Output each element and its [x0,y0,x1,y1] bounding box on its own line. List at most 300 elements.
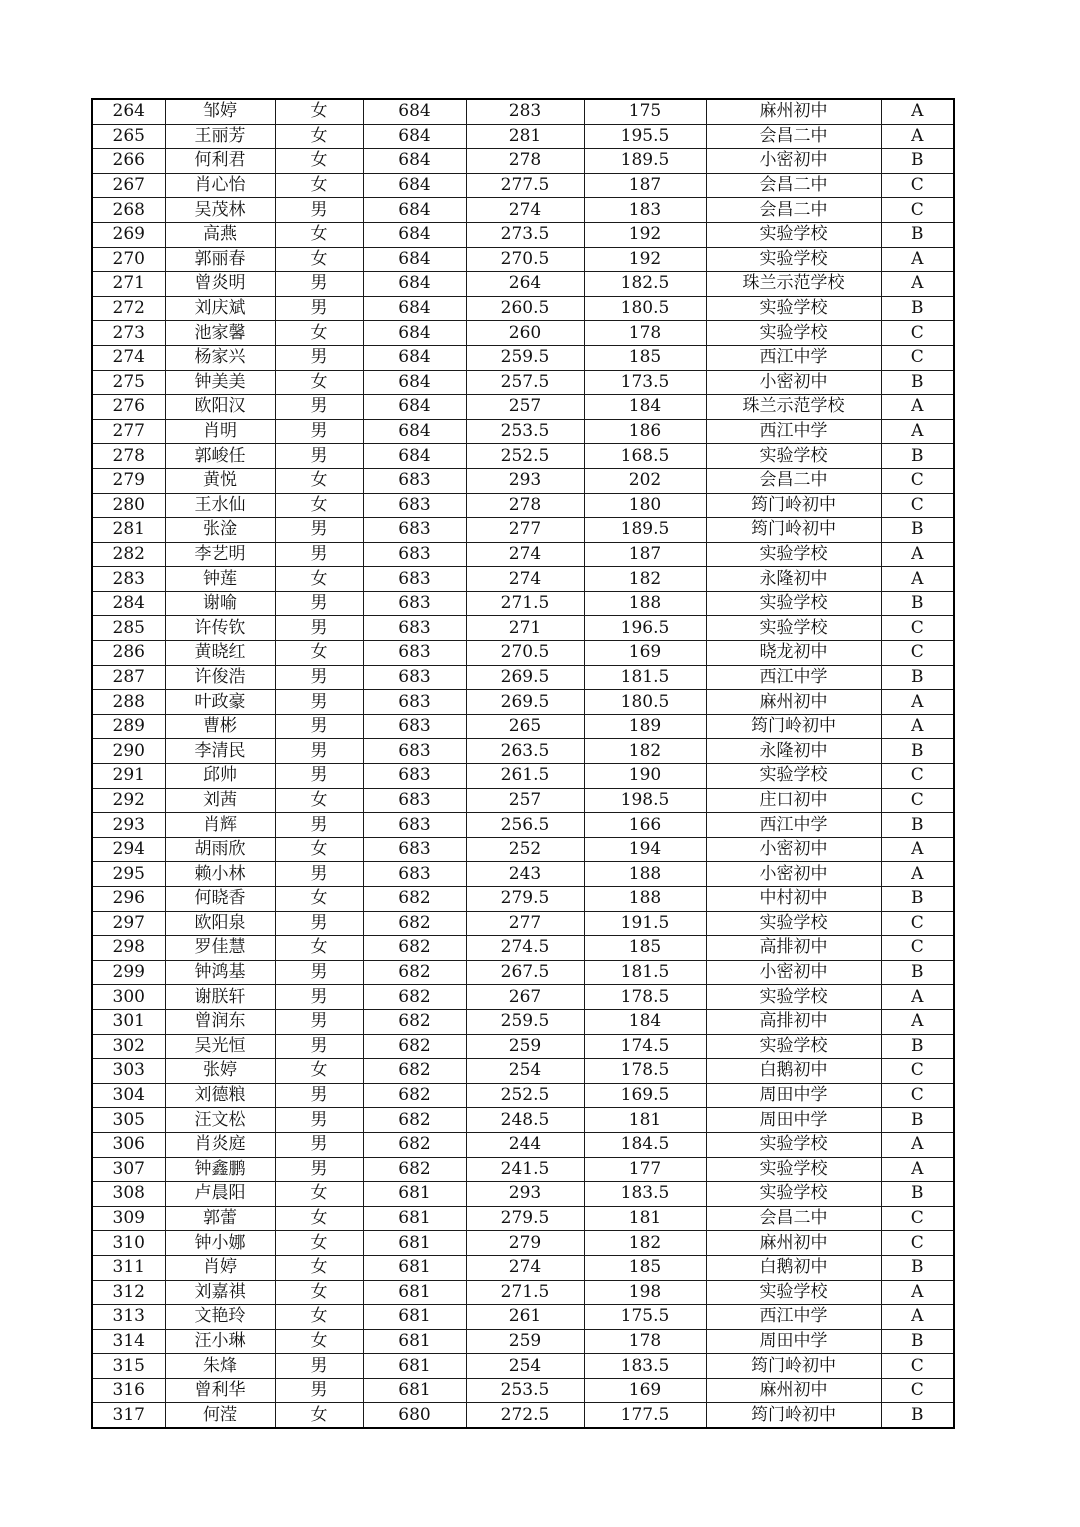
grade-cell: C [881,1231,954,1256]
gender-cell: 女 [275,567,363,592]
row-number-cell: 291 [92,764,165,789]
gender-cell: 男 [275,419,363,444]
gender-cell: 男 [275,862,363,887]
second-score-cell: 174.5 [584,1034,706,1059]
subject-score-cell: 293 [466,1182,584,1207]
gender-cell: 男 [275,616,363,641]
student-score-table [91,98,955,1429]
student-name-cell: 欧阳汉 [165,395,275,420]
gender-cell: 男 [275,198,363,223]
table-row [92,222,954,247]
second-score-cell: 202 [584,468,706,493]
school-cell: 珠兰示范学校 [706,395,881,420]
grade-cell: A [881,272,954,297]
table-row [92,395,954,420]
second-score-cell: 182 [584,567,706,592]
gender-cell: 女 [275,149,363,174]
student-name-cell: 文艳玲 [165,1305,275,1330]
row-number-cell: 278 [92,444,165,469]
table-row [92,247,954,272]
school-cell: 小密初中 [706,149,881,174]
second-score-cell: 182 [584,739,706,764]
student-name-cell: 许传钦 [165,616,275,641]
subject-score-cell: 256.5 [466,813,584,838]
row-number-cell: 296 [92,887,165,912]
grade-cell: B [881,591,954,616]
school-cell: 会昌二中 [706,173,881,198]
table-row [92,887,954,912]
grade-cell: C [881,321,954,346]
grade-cell: C [881,911,954,936]
table-row [92,1280,954,1305]
row-number-cell: 279 [92,468,165,493]
subject-score-cell: 271 [466,616,584,641]
gender-cell: 男 [275,1009,363,1034]
total-score-cell: 683 [363,714,466,739]
grade-cell: B [881,444,954,469]
row-number-cell: 285 [92,616,165,641]
row-number-cell: 312 [92,1280,165,1305]
grade-cell: B [881,1108,954,1133]
total-score-cell: 681 [363,1182,466,1207]
row-number-cell: 289 [92,714,165,739]
school-cell: 麻州初中 [706,1231,881,1256]
total-score-cell: 684 [363,99,466,124]
grade-cell: B [881,370,954,395]
school-cell: 西江中学 [706,345,881,370]
total-score-cell: 684 [363,395,466,420]
second-score-cell: 180.5 [584,296,706,321]
second-score-cell: 178.5 [584,985,706,1010]
total-score-cell: 682 [363,1108,466,1133]
total-score-cell: 682 [363,887,466,912]
school-cell: 晓龙初中 [706,641,881,666]
second-score-cell: 181 [584,1206,706,1231]
second-score-cell: 178 [584,1329,706,1354]
gender-cell: 男 [275,518,363,543]
table-row [92,272,954,297]
subject-score-cell: 265 [466,714,584,739]
school-cell: 麻州初中 [706,99,881,124]
grade-cell: B [881,739,954,764]
student-name-cell: 钟美美 [165,370,275,395]
total-score-cell: 682 [363,1157,466,1182]
grade-cell: C [881,641,954,666]
school-cell: 筠门岭初中 [706,518,881,543]
second-score-cell: 187 [584,542,706,567]
student-name-cell: 胡雨欣 [165,837,275,862]
school-cell: 小密初中 [706,862,881,887]
gender-cell: 女 [275,124,363,149]
subject-score-cell: 241.5 [466,1157,584,1182]
gender-cell: 男 [275,1157,363,1182]
student-name-cell: 王丽芳 [165,124,275,149]
second-score-cell: 169 [584,1378,706,1403]
total-score-cell: 683 [363,493,466,518]
grade-cell: A [881,1009,954,1034]
total-score-cell: 683 [363,665,466,690]
gender-cell: 男 [275,1132,363,1157]
grade-cell: C [881,788,954,813]
subject-score-cell: 252.5 [466,1083,584,1108]
table-row [92,813,954,838]
student-name-cell: 黄悦 [165,468,275,493]
grade-cell: A [881,419,954,444]
second-score-cell: 181 [584,1108,706,1133]
total-score-cell: 681 [363,1206,466,1231]
gender-cell: 女 [275,788,363,813]
gender-cell: 女 [275,173,363,198]
grade-cell: A [881,124,954,149]
grade-cell: C [881,173,954,198]
student-name-cell: 曾炎明 [165,272,275,297]
total-score-cell: 682 [363,936,466,961]
grade-cell: A [881,985,954,1010]
total-score-cell: 683 [363,518,466,543]
school-cell: 永隆初中 [706,567,881,592]
row-number-cell: 315 [92,1354,165,1379]
grade-cell: A [881,395,954,420]
row-number-cell: 314 [92,1329,165,1354]
row-number-cell: 290 [92,739,165,764]
subject-score-cell: 274 [466,1255,584,1280]
row-number-cell: 307 [92,1157,165,1182]
school-cell: 周田中学 [706,1108,881,1133]
total-score-cell: 684 [363,419,466,444]
second-score-cell: 175 [584,99,706,124]
second-score-cell: 188 [584,862,706,887]
grade-cell: C [881,468,954,493]
total-score-cell: 684 [363,296,466,321]
gender-cell: 男 [275,1378,363,1403]
row-number-cell: 277 [92,419,165,444]
school-cell: 庄口初中 [706,788,881,813]
subject-score-cell: 269.5 [466,665,584,690]
subject-score-cell: 283 [466,99,584,124]
subject-score-cell: 254 [466,1354,584,1379]
table-row [92,99,954,124]
row-number-cell: 275 [92,370,165,395]
row-number-cell: 299 [92,960,165,985]
grade-cell: B [881,887,954,912]
student-name-cell: 罗佳慧 [165,936,275,961]
total-score-cell: 680 [363,1403,466,1428]
student-name-cell: 高燕 [165,222,275,247]
row-number-cell: 309 [92,1206,165,1231]
school-cell: 实验学校 [706,985,881,1010]
table-row [92,149,954,174]
total-score-cell: 684 [363,173,466,198]
second-score-cell: 178 [584,321,706,346]
grade-cell: B [881,1403,954,1428]
table-row [92,1329,954,1354]
gender-cell: 男 [275,739,363,764]
total-score-cell: 681 [363,1329,466,1354]
student-name-cell: 吴茂林 [165,198,275,223]
second-score-cell: 190 [584,764,706,789]
student-name-cell: 谢朕轩 [165,985,275,1010]
school-cell: 麻州初中 [706,690,881,715]
school-cell: 西江中学 [706,665,881,690]
table-row [92,444,954,469]
subject-score-cell: 277 [466,911,584,936]
table-row [92,591,954,616]
second-score-cell: 189 [584,714,706,739]
total-score-cell: 684 [363,124,466,149]
grade-cell: C [881,1059,954,1084]
second-score-cell: 177.5 [584,1403,706,1428]
second-score-cell: 184 [584,1009,706,1034]
table-row [92,493,954,518]
table-row [92,567,954,592]
second-score-cell: 183.5 [584,1354,706,1379]
grade-cell: A [881,1280,954,1305]
row-number-cell: 267 [92,173,165,198]
gender-cell: 男 [275,665,363,690]
gender-cell: 女 [275,468,363,493]
grade-cell: C [881,345,954,370]
gender-cell: 女 [275,99,363,124]
second-score-cell: 187 [584,173,706,198]
total-score-cell: 681 [363,1231,466,1256]
gender-cell: 女 [275,936,363,961]
student-name-cell: 汪小琳 [165,1329,275,1354]
student-name-cell: 李艺明 [165,542,275,567]
gender-cell: 男 [275,272,363,297]
second-score-cell: 184 [584,395,706,420]
grade-cell: A [881,1305,954,1330]
subject-score-cell: 293 [466,468,584,493]
subject-score-cell: 244 [466,1132,584,1157]
row-number-cell: 308 [92,1182,165,1207]
table-row [92,296,954,321]
subject-score-cell: 264 [466,272,584,297]
school-cell: 小密初中 [706,370,881,395]
table-row [92,1206,954,1231]
subject-score-cell: 257 [466,395,584,420]
row-number-cell: 301 [92,1009,165,1034]
row-number-cell: 276 [92,395,165,420]
table-row [92,862,954,887]
total-score-cell: 683 [363,468,466,493]
second-score-cell: 192 [584,222,706,247]
second-score-cell: 198 [584,1280,706,1305]
grade-cell: C [881,616,954,641]
subject-score-cell: 259 [466,1034,584,1059]
subject-score-cell: 270.5 [466,641,584,666]
gender-cell: 女 [275,1059,363,1084]
student-name-cell: 刘茜 [165,788,275,813]
row-number-cell: 295 [92,862,165,887]
second-score-cell: 191.5 [584,911,706,936]
gender-cell: 女 [275,370,363,395]
subject-score-cell: 252.5 [466,444,584,469]
grade-cell: A [881,1157,954,1182]
student-name-cell: 何晓香 [165,887,275,912]
grade-cell: B [881,1255,954,1280]
table-row [92,911,954,936]
student-name-cell: 肖辉 [165,813,275,838]
school-cell: 实验学校 [706,247,881,272]
student-name-cell: 刘德粮 [165,1083,275,1108]
total-score-cell: 682 [363,1132,466,1157]
student-name-cell: 曾利华 [165,1378,275,1403]
grade-cell: A [881,542,954,567]
second-score-cell: 188 [584,887,706,912]
table-row [92,198,954,223]
student-name-cell: 邹婷 [165,99,275,124]
second-score-cell: 175.5 [584,1305,706,1330]
total-score-cell: 684 [363,247,466,272]
row-number-cell: 280 [92,493,165,518]
total-score-cell: 682 [363,1059,466,1084]
subject-score-cell: 260 [466,321,584,346]
grade-cell: B [881,960,954,985]
row-number-cell: 265 [92,124,165,149]
gender-cell: 男 [275,1083,363,1108]
grade-cell: C [881,1354,954,1379]
table-row [92,936,954,961]
student-name-cell: 郭蕾 [165,1206,275,1231]
total-score-cell: 683 [363,591,466,616]
school-cell: 实验学校 [706,542,881,567]
row-number-cell: 269 [92,222,165,247]
grade-cell: A [881,837,954,862]
grade-cell: C [881,764,954,789]
subject-score-cell: 271.5 [466,1280,584,1305]
subject-score-cell: 277.5 [466,173,584,198]
subject-score-cell: 273.5 [466,222,584,247]
total-score-cell: 681 [363,1255,466,1280]
row-number-cell: 281 [92,518,165,543]
gender-cell: 女 [275,222,363,247]
total-score-cell: 684 [363,272,466,297]
school-cell: 实验学校 [706,1034,881,1059]
total-score-cell: 683 [363,813,466,838]
second-score-cell: 180 [584,493,706,518]
subject-score-cell: 279.5 [466,1206,584,1231]
second-score-cell: 178.5 [584,1059,706,1084]
second-score-cell: 185 [584,345,706,370]
total-score-cell: 684 [363,370,466,395]
subject-score-cell: 269.5 [466,690,584,715]
subject-score-cell: 259.5 [466,345,584,370]
school-cell: 实验学校 [706,1157,881,1182]
subject-score-cell: 261 [466,1305,584,1330]
student-name-cell: 肖明 [165,419,275,444]
subject-score-cell: 271.5 [466,591,584,616]
subject-score-cell: 259 [466,1329,584,1354]
grade-cell: A [881,99,954,124]
subject-score-cell: 272.5 [466,1403,584,1428]
subject-score-cell: 257 [466,788,584,813]
table-row [92,985,954,1010]
student-name-cell: 叶政豪 [165,690,275,715]
total-score-cell: 683 [363,567,466,592]
subject-score-cell: 259.5 [466,1009,584,1034]
grade-cell: A [881,862,954,887]
subject-score-cell: 254 [466,1059,584,1084]
table-row [92,1378,954,1403]
gender-cell: 男 [275,1108,363,1133]
student-name-cell: 欧阳泉 [165,911,275,936]
subject-score-cell: 267.5 [466,960,584,985]
student-name-cell: 刘嘉祺 [165,1280,275,1305]
gender-cell: 女 [275,1231,363,1256]
student-name-cell: 肖婷 [165,1255,275,1280]
row-number-cell: 288 [92,690,165,715]
second-score-cell: 183 [584,198,706,223]
school-cell: 筠门岭初中 [706,493,881,518]
table-body [92,99,954,1428]
table-row [92,468,954,493]
grade-cell: A [881,690,954,715]
gender-cell: 男 [275,296,363,321]
student-name-cell: 许俊浩 [165,665,275,690]
row-number-cell: 298 [92,936,165,961]
gender-cell: 女 [275,1305,363,1330]
subject-score-cell: 274.5 [466,936,584,961]
second-score-cell: 198.5 [584,788,706,813]
row-number-cell: 274 [92,345,165,370]
school-cell: 实验学校 [706,591,881,616]
gender-cell: 女 [275,641,363,666]
row-number-cell: 302 [92,1034,165,1059]
total-score-cell: 682 [363,1083,466,1108]
total-score-cell: 682 [363,1034,466,1059]
table-row [92,1305,954,1330]
school-cell: 实验学校 [706,296,881,321]
school-cell: 实验学校 [706,616,881,641]
subject-score-cell: 261.5 [466,764,584,789]
total-score-cell: 683 [363,690,466,715]
total-score-cell: 683 [363,542,466,567]
student-name-cell: 王水仙 [165,493,275,518]
grade-cell: C [881,1378,954,1403]
student-name-cell: 池家馨 [165,321,275,346]
student-name-cell: 钟小娜 [165,1231,275,1256]
gender-cell: 女 [275,1206,363,1231]
second-score-cell: 169.5 [584,1083,706,1108]
total-score-cell: 684 [363,345,466,370]
student-name-cell: 汪文松 [165,1108,275,1133]
school-cell: 会昌二中 [706,1206,881,1231]
table-row [92,837,954,862]
row-number-cell: 303 [92,1059,165,1084]
second-score-cell: 168.5 [584,444,706,469]
table-row [92,370,954,395]
school-cell: 周田中学 [706,1329,881,1354]
row-number-cell: 271 [92,272,165,297]
row-number-cell: 266 [92,149,165,174]
gender-cell: 女 [275,1329,363,1354]
table-row [92,739,954,764]
subject-score-cell: 274 [466,567,584,592]
row-number-cell: 317 [92,1403,165,1428]
subject-score-cell: 253.5 [466,1378,584,1403]
second-score-cell: 182 [584,1231,706,1256]
second-score-cell: 181.5 [584,665,706,690]
second-score-cell: 180.5 [584,690,706,715]
gender-cell: 女 [275,247,363,272]
gender-cell: 男 [275,1354,363,1379]
total-score-cell: 684 [363,149,466,174]
school-cell: 筠门岭初中 [706,714,881,739]
table-row [92,1231,954,1256]
subject-score-cell: 274 [466,542,584,567]
table-row [92,1009,954,1034]
row-number-cell: 313 [92,1305,165,1330]
